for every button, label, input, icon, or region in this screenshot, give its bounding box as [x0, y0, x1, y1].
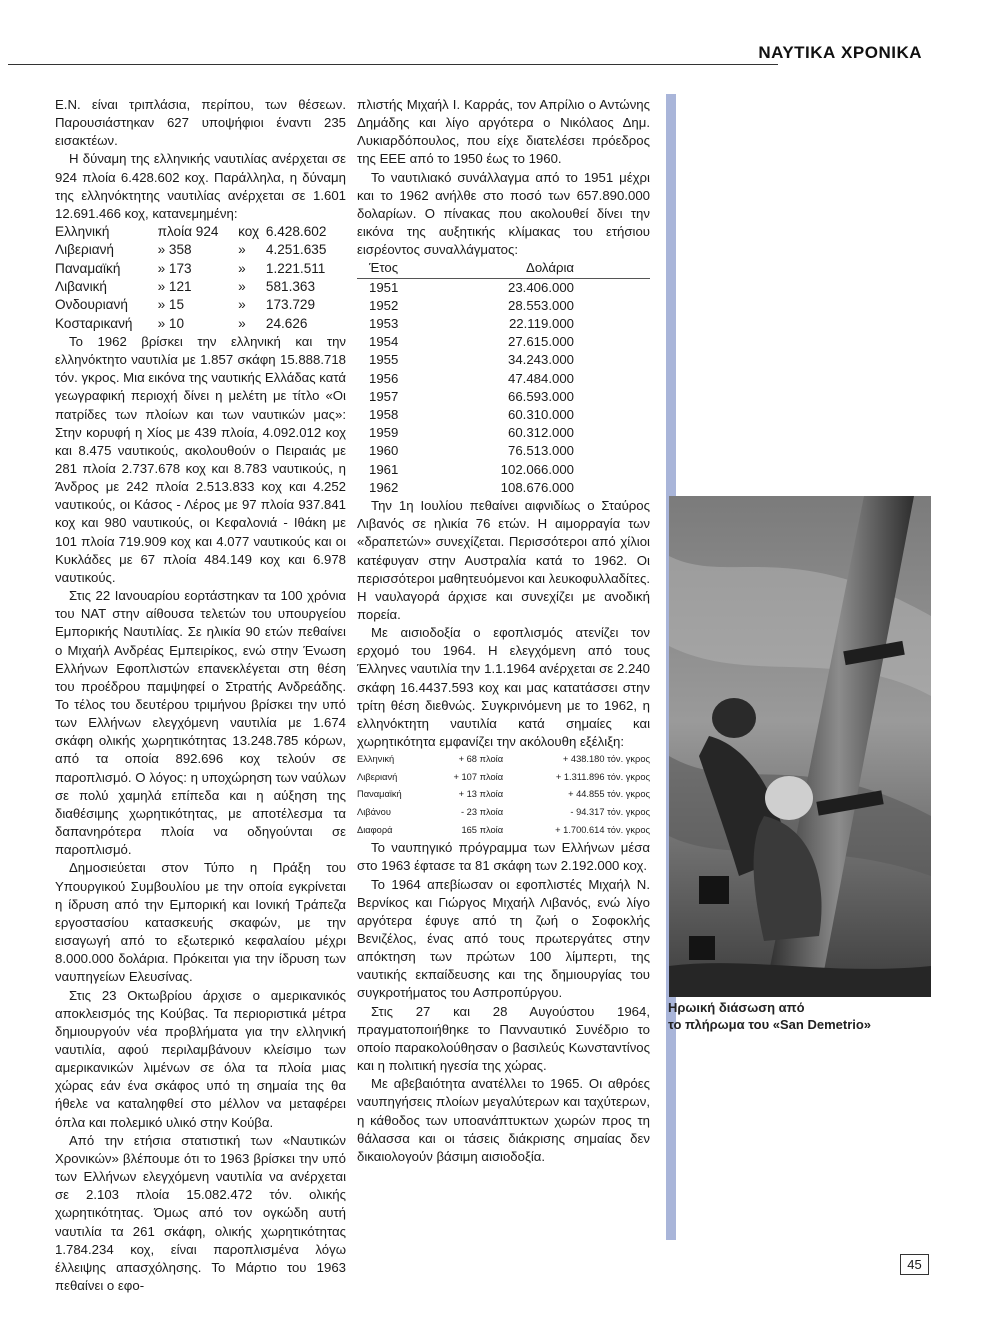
table-row — [357, 786, 650, 804]
change-flag: Λιβάνου — [357, 807, 391, 818]
table-row — [55, 223, 346, 241]
paragraph: Την 1η Ιουλίου πεθαίνει αιφνιδίως ο Σταύρος Λιβανός σε ηλικία 76 ετών. Η αιμορραγία των «δραπετών» συνεχίζεται. Περισσότεροι από χίλιοι κατέφυγαν στην Αυστραλία κατά το 1962. Οι περισσότεροι μαθητευόμενοι και λευκοφυλλαδίτες. Η ναυλαγορά άρχισε και συνεχίζει με ανοδική πορεία. — [357, 498, 650, 622]
dollars-cell: 66.593.000 — [507, 388, 574, 404]
dollars-cell: 22.119.000 — [508, 316, 574, 332]
column-left — [55, 96, 346, 1295]
paragraph: Από την ετήσια στατιστική των «Ναυτικών Χρονικών» βλέπουμε ότι το 1963 βρίσκει την υπό των Ελλήνων ελεγχόμενη ναυτιλία να ανέρχεται σε 2.103 πλοία 15.082.472 τόν. ολικής χωρητικότητας. Όμως από τον ογκώδη αυτή ναυτιλία τα 261 σκάφη, ολικής χωρητικότητας 1.784.234 κοχ, είναι παροπλισμένα λόγω έλλειψης απασχόλησης. Το Μάρτιο του 1963 πεθαίνει ο εφο- — [55, 1132, 346, 1293]
change-flag: Ελληνική — [357, 754, 395, 765]
dollars-cell: 102.066.000 — [500, 461, 574, 477]
table-header-year: Έτος — [357, 259, 489, 278]
paragraph: Το 1964 απεβίωσαν οι εφοπλιστές Μιχαήλ Ν. Βερνίκος και Γιώργος Μιχαήλ Λιβανός, ενώ λίγο αργότερα έφυγε από τη ζωή ο Σοφοκλής Βενιζέλος, ένας από τους πρωτεργάτες στην απόκτηση των πρώτων 100 λίμπερτι, της ναυτικής εκπαίδευσης και της δημιουργίας του συγκροτήματος του Ασπροπύργου. — [357, 876, 650, 1001]
table-row — [357, 370, 650, 388]
running-header: ΝΑΥΤΙΚΑ ΧΡΟΝΙΚΑ — [758, 43, 922, 62]
year-cell: 1952 — [369, 297, 399, 313]
paragraph: Ε.Ν. είναι τριπλάσια, περίπου, των θέσεων. Παρουσιάστηκαν 627 υποψήφιοι έναντι 235 εισακτέων. — [55, 97, 346, 149]
table-row — [357, 461, 650, 479]
table-row — [357, 297, 650, 315]
fleet-flag: Ελληνική — [55, 224, 110, 240]
year-cell: 1962 — [369, 479, 399, 495]
fleet-ships: » 15 — [157, 297, 185, 313]
year-cell: 1958 — [369, 407, 399, 423]
change-tons: + 44.855 τόν. γκρος — [568, 789, 650, 800]
paragraph: Στις 27 και 28 Αυγούστου 1964, πραγματοποιήθηκε το Πανναυτικό Συνέδριο το οποίο παρακολούθησαν ο βασιλεύς Κωνσταντίνος και η πολιτική ηγεσία της χώρας. — [357, 1003, 650, 1074]
change-ships: + 107 πλοία — [453, 771, 504, 782]
caption-line: το πλήρωμα του «San Demetrio» — [668, 1016, 872, 1032]
change-table — [357, 751, 650, 839]
year-cell: 1956 — [369, 370, 399, 386]
fleet-tons: 24.626 — [265, 315, 308, 331]
fleet-table — [55, 223, 346, 333]
dollars-cell: 60.312.000 — [507, 425, 574, 441]
table-row — [357, 442, 650, 460]
fleet-unit: » — [238, 260, 246, 276]
table-row — [55, 296, 346, 314]
paragraph: Δημοσιεύεται στον Τύπο η Πράξη του Υπουργικού Συμβουλίου με την οποία εγκρίνεται η ίδρυση από την Εμπορική και Ιονική Τράπεζα εργοστασίου κατασκευής σκαφών, με την εισαγωγή από το εξωτερικό κεφαλαίου μέχρι 8.000.000 δολάρια. Πρόκειται για την ίδρυση των ναυπηγείων Ελευσίνας. — [55, 860, 346, 985]
fleet-flag: Λιβανική — [55, 278, 107, 294]
dollars-cell: 34.243.000 — [507, 352, 574, 368]
year-cell: 1955 — [369, 352, 399, 368]
paragraph: Με αισιοδοξία ο εφοπλισμός ατενίζει τον ερχομό του 1964. Η ελεγχόμενη από τους Έλληνες ναυτιλία την 1.1.1964 ανέρχεται σε 2.240 σκάφη 16.4437.593 κοχ και μας κατατάσσει στην τρίτη θέση διεθνώς. Συγκρινόμενη με το 1962, η ελληνόκτητη ναυτιλία κατά σημαίες και χωρητικότητα εμφανίζει την ακόλουθη εξέλιξη: — [357, 625, 650, 750]
change-flag: Παναμαϊκή — [357, 789, 402, 800]
fleet-unit: » — [238, 242, 246, 258]
fleet-flag: Λιβεριανή — [55, 242, 114, 258]
paragraph: Στις 23 Οκτωβρίου άρχισε ο αμερικανικός αποκλεισμός της Κούβας. Τα περιοριστικά μέτρα δημιουργούν νέα προβλήματα για την ελληνική ναυτιλία, αφού περιλαμβάνουν κλείσιμο των αμερικανικών λιμένων σε όλα τα πλοία μιας χώρας εάν ένα σκάφος υπό τη σημαία της θα ήθελε να καταληφθεί στο μέλλον να μεταφέρει όπλα και πολεμικό υλικό στην Κούβα. — [55, 987, 346, 1130]
photo-caption — [668, 1000, 968, 1033]
table-header-dollars: Δολάρια — [489, 259, 650, 278]
table-row — [55, 260, 346, 278]
year-cell: 1954 — [369, 334, 399, 350]
paragraph: πλιστής Μιχαήλ Ι. Καρράς, τον Απρίλιο ο Αντώνης Δημάδης και λίγο αργότερα ο Νικόλαος Δημ. Λυκιαρδόπουλος, που είχε διατελέσει πρόεδρος της ΕΕΕ από το 1950 έως το 1960. — [357, 97, 650, 167]
photo-rescue — [669, 496, 931, 997]
change-ships: 165 πλοία — [461, 824, 504, 835]
year-cell: 1957 — [369, 388, 399, 404]
paragraph: Με αβεβαιότητα ανατέλλει το 1965. Οι αθρόες ναυπηγήσεις πλοίων μεγαλύτερων και ταχύτερων, η κάθοδος των υποανάπτυκτων χωρών προς τη θάλασσα και οι τάσεις διάκρισης σημαίας δεν δικαιολογούν βάσιμη αισιοδοξία. — [357, 1076, 650, 1164]
fleet-unit: » — [238, 315, 246, 331]
change-tons: - 94.317 τόν. γκρος — [570, 807, 650, 818]
paragraph: Το ναυπηγικό πρόγραμμα των Ελλήνων μέσα στο 1963 έφτασε τα 81 σκάφη των 2.192.000 κοχ. — [357, 840, 650, 874]
table-row — [357, 479, 650, 497]
table-row — [357, 822, 650, 840]
fleet-flag: Ονδουριανή — [55, 297, 128, 313]
year-cell: 1960 — [369, 443, 399, 459]
exchange-table — [357, 259, 650, 497]
table-row — [357, 333, 650, 351]
fleet-ships: » 10 — [157, 315, 185, 331]
header-rule — [8, 64, 778, 65]
caption-line: Ηρωική διάσωση από — [668, 1000, 805, 1015]
table-row — [357, 278, 650, 297]
table-row — [357, 315, 650, 333]
fleet-tons: 173.729 — [265, 297, 316, 313]
fleet-ships: πλοία 924 — [157, 224, 219, 240]
fleet-unit: » — [238, 278, 246, 294]
fleet-unit: κοχ — [238, 224, 260, 240]
table-row — [357, 406, 650, 424]
fleet-tons: 4.251.635 — [265, 242, 327, 258]
table-row — [55, 241, 346, 259]
page-number: 45 — [900, 1254, 929, 1275]
fleet-flag: Κοσταρικανή — [55, 315, 133, 331]
dollars-cell: 27.615.000 — [507, 334, 574, 350]
dollars-cell: 47.484.000 — [507, 370, 574, 386]
year-cell: 1961 — [369, 461, 399, 477]
fleet-unit: » — [238, 297, 246, 313]
table-row — [357, 751, 650, 769]
table-row — [55, 315, 346, 333]
fleet-tons: 6.428.602 — [265, 224, 327, 240]
year-cell: 1951 — [369, 279, 399, 295]
change-flag: Λιβεριανή — [357, 771, 398, 782]
fleet-ships: » 358 — [157, 242, 192, 258]
change-tons: + 438.180 τόν. γκρος — [562, 754, 650, 765]
dollars-cell: 23.406.000 — [507, 279, 574, 295]
fleet-tons: 1.221.511 — [265, 260, 326, 276]
change-flag: Διαφορά — [357, 824, 393, 835]
year-cell: 1953 — [369, 316, 399, 332]
change-ships: + 68 πλοία — [458, 754, 504, 765]
table-row — [357, 388, 650, 406]
dollars-cell: 60.310.000 — [507, 407, 574, 423]
paragraph: Η δύναμη της ελληνικής ναυτιλίας ανέρχεται σε 924 πλοία 6.428.602 κοχ. Παράλληλα, η δύναμη της ελληνόκτητης ναυτιλίας ανέρχεται σε 1.601 12.691.466 κοχ, κατανεμημένη: — [55, 151, 346, 221]
dollars-cell: 28.553.000 — [507, 297, 574, 313]
change-tons: + 1.311.896 τόν. γκρος — [555, 771, 650, 782]
fleet-tons: 581.363 — [265, 278, 316, 294]
table-row — [55, 278, 346, 296]
dollars-cell: 108.676.000 — [500, 479, 574, 495]
paragraph: Το ναυτιλιακό συνάλλαγμα από το 1951 μέχρι και το 1962 ανήλθε στο ποσό των 657.890.000 δολαρίων. Ο πίνακας που ακολουθεί δίνει την εικόνα της αυξητικής κλίμακας του ετήσιου εισρέοντος συναλλάγματος: — [357, 169, 650, 258]
paragraph: Στις 22 Ιανουαρίου εορτάστηκαν τα 100 χρόνια του ΝΑΤ στην αίθουσα τελετών του υπουργείου Εμπορικής Ναυτιλίας. Σε ηλικία 90 ετών πεθαίνει ο Μιχαήλ Ανδρέας Εμπειρίκος, ενώ στην Ένωση Ελλήνων Εφοπλιστών επανεκλέγεται στη θέση του προέδρου παμψηφεί ο Στρατής Ανδρεάδης. Το τέλος του δευτέρου τριμήνου βρίσκει την υπό των Ελλήνων ελεγχόμενη ναυτιλία με 1.674 σκάφη ολικής χωρητικότητας 13.248.785 κόρων, από τα οποία 892.696 κοχ τελούν σε παροπλισμό. Ο λόγος: η υποχώρηση των ναύλων σε πολύ χαμηλά επίπεδα και η αύξηση της διαθέσιμης χωρητικότητας, με αποτέλεσμα τα δαπανηρότερα πλοία να οδηγούνται σε παροπλισμό. — [55, 588, 346, 858]
table-row — [357, 769, 650, 787]
year-cell: 1959 — [369, 425, 399, 441]
fleet-ships: » 121 — [157, 278, 192, 294]
fleet-flag: Παναμαϊκή — [55, 260, 121, 276]
change-tons: + 1.700.614 τόν. γκρος — [555, 824, 650, 835]
table-row — [357, 424, 650, 442]
dollars-cell: 76.513.000 — [507, 443, 574, 459]
paragraph: Το 1962 βρίσκει την ελληνική και την ελληνόκτητο ναυτιλία με 1.857 σκάφη 15.888.718 τόν. γκρος. Μια εικόνα της ναυτικής Ελλάδας κατά γεωγραφική περιοχή δίνει η μελέτη με τίτλο «Οι πατρίδες των πλοίων και των ναυτικών μας»: Στην κορυφή η Χίος με 439 πλοία, 4.092.012 κοχ και 8.475 ναυτικούς, ακολουθούν ο Πειραιάς με 281 πλοία 2.737.678 κοχ και 8.783 ναυτικούς, η Άνδρος με 242 πλοία 2.513.833 κοχ και 4.252 ναυτικούς, οι Κάσος - Λέρος με 97 πλοία 937.841 κοχ και 980 ναυτικούς, οι Κεφαλονιά - Ιθάκη με 101 πλοία 719.909 κοχ και 4.077 ναυτικούς και οι Κυκλάδες με 67 πλοία 484.149 κοχ και 6.978 ναυτικούς. — [55, 333, 347, 585]
change-ships: - 23 πλοία — [460, 807, 504, 818]
column-middle — [357, 96, 650, 1166]
change-ships: + 13 πλοία — [458, 789, 504, 800]
table-row — [357, 351, 650, 369]
table-row — [357, 804, 650, 822]
fleet-ships: » 173 — [157, 260, 192, 276]
